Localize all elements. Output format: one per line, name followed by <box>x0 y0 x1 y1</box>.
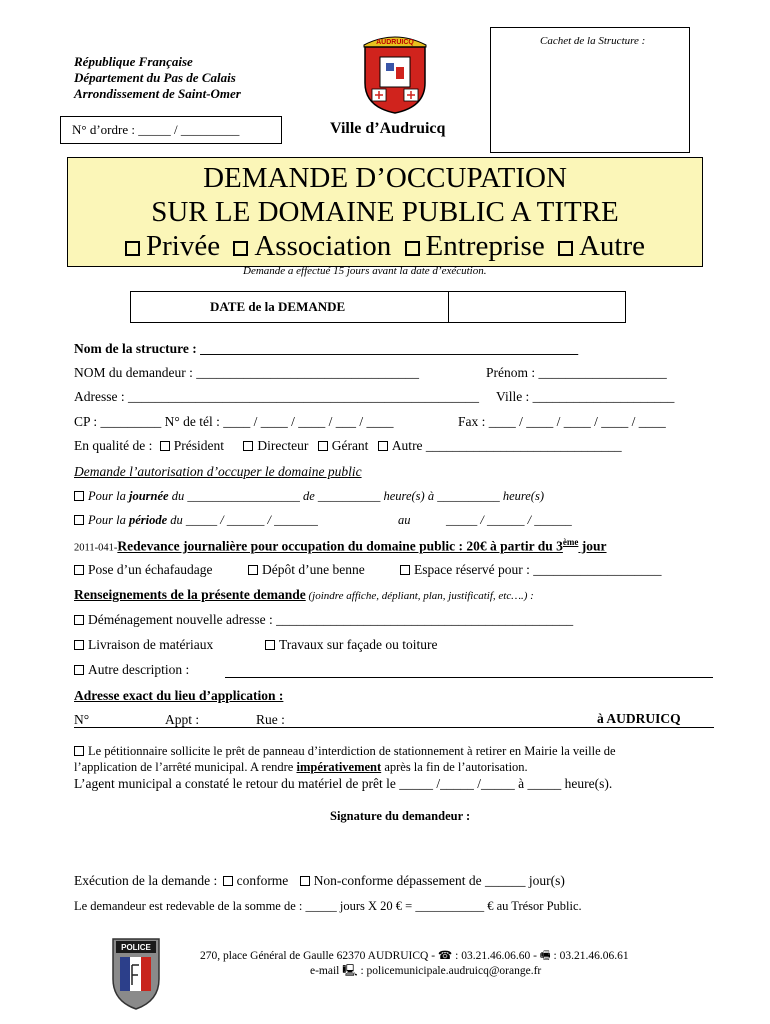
order-number-field[interactable]: N° d’ordre : _____ / _________ <box>72 122 240 137</box>
details-heading: Renseignements de la présente demande <box>74 587 306 602</box>
other-description-option[interactable] <box>74 662 189 678</box>
option-label: Dépôt d’une benne <box>262 562 365 577</box>
checkbox-icon <box>405 241 420 256</box>
petition-text-1: Le pétitionnaire sollicite le prêt de panneau d’interdiction de stationnement à retirer en Mairie la veille de <box>88 744 616 758</box>
type-option-label: Autre <box>578 230 645 262</box>
checkbox-icon <box>125 241 140 256</box>
delivery-label: Livraison de matériaux <box>88 637 214 652</box>
role-option-label: Gérant <box>331 438 369 453</box>
period-end-field[interactable]: _____ / ______ / ______ <box>446 513 572 527</box>
role-label: En qualité de : <box>74 438 153 453</box>
checkbox-icon <box>243 441 253 451</box>
postcode-phone-field[interactable]: CP : _________ N° de tél : ____ / ____ / ____ / ___ / ____ <box>74 414 394 429</box>
checkbox-icon <box>318 441 328 451</box>
option-reserved-space[interactable] <box>400 562 661 578</box>
delay-notice: Demande a effectué 15 jours avant la date d’exécution. <box>243 265 487 277</box>
type-option-label: Entreprise <box>425 230 545 262</box>
first-name-field[interactable]: Prénom : ___________________ <box>486 365 667 380</box>
type-option-privee[interactable] <box>125 230 220 262</box>
department-label: Département du Pas de Calais <box>74 70 236 85</box>
checkbox-icon <box>74 491 84 501</box>
delivery-option[interactable] <box>74 637 213 653</box>
applicant-name-field[interactable]: NOM du demandeur : _________________________________ <box>74 365 419 380</box>
location-appt-label: Appt : <box>165 712 200 727</box>
role-option-autre[interactable] <box>378 438 622 453</box>
petition-text-2: l’application de l’arrêté municipal. A rendre <box>74 760 297 774</box>
petition-emphasis: impérativement <box>296 760 382 774</box>
date-input[interactable] <box>450 292 624 321</box>
town-name: Ville d’Audruicq <box>330 120 446 137</box>
period-start: du _____ / ______ / _______ <box>167 513 318 527</box>
police-badge-logo <box>110 935 162 1011</box>
address-field[interactable]: Adresse : ____________________________________________________ <box>74 389 479 404</box>
checkbox-icon <box>400 565 410 575</box>
option-scaffold[interactable] <box>74 562 212 578</box>
execution-conforme[interactable] <box>223 873 289 888</box>
type-option-autre[interactable] <box>558 230 645 262</box>
town-crest-logo <box>360 33 430 115</box>
location-heading: Adresse exact du lieu d’application : <box>74 688 284 703</box>
execution-row <box>74 873 565 889</box>
fee-end: jour <box>578 538 607 554</box>
checkbox-icon <box>74 515 84 525</box>
execution-conforme-label: conforme <box>236 873 289 888</box>
facade-works-label: Travaux sur façade ou toiture <box>279 637 438 652</box>
city-field[interactable]: Ville : _____________________ <box>496 389 675 404</box>
structure-name-field[interactable]: Nom de la structure : ________________________________________________________ <box>74 341 579 356</box>
other-description-label: Autre description : <box>88 662 190 677</box>
role-row <box>74 438 622 454</box>
type-option-association[interactable] <box>233 230 391 262</box>
fee-code: 2011-041- <box>74 542 118 554</box>
day-word: journée <box>128 489 169 503</box>
type-option-entreprise[interactable] <box>405 230 545 262</box>
role-option-label: Autre _____________________________ <box>391 438 622 453</box>
fee-sup: ème <box>562 537 579 547</box>
police-badge-text: POLICE <box>121 943 151 952</box>
role-option-president[interactable] <box>160 438 224 453</box>
checkbox-icon <box>300 876 310 886</box>
title-type-options <box>67 230 703 263</box>
period-word: période <box>128 513 168 527</box>
execution-label: Exécution de la demande : <box>74 873 218 888</box>
cachet-label: Cachet de la Structure : <box>540 35 646 47</box>
signature-label: Signature du demandeur : <box>330 809 471 823</box>
checkbox-icon <box>74 565 84 575</box>
title-line-2: SUR LE DOMAINE PUBLIC A TITRE <box>151 196 619 228</box>
crest-name-text: AUDRUICQ <box>376 39 414 46</box>
amount-due-line[interactable]: Le demandeur est redevable de la somme de : _____ jours X 20 € = ___________ € au Trésor Public. <box>74 899 582 913</box>
authorization-heading: Demande l’autorisation d’occuper le domaine public <box>74 464 362 479</box>
moving-option[interactable] <box>74 612 573 628</box>
checkbox-icon <box>74 640 84 650</box>
checkbox-icon <box>265 640 275 650</box>
option-label: Espace réservé pour : ___________________ <box>414 562 662 577</box>
location-address-line[interactable] <box>74 727 714 728</box>
day-prefix: Pour la <box>88 489 129 503</box>
location-town: à AUDRUICQ <box>597 711 681 726</box>
petition-line-1[interactable] <box>74 744 616 759</box>
other-description-line[interactable] <box>225 677 713 678</box>
fee-text: Redevance journalière pour occupation du domaine public : 20€ à partir du 3 <box>117 538 563 554</box>
footer-address: 270, place Général de Gaulle 62370 AUDRUICQ - ☎ : 03.21.46.06.60 - 🖷 : 03.21.46.06.61 <box>200 950 629 962</box>
location-number-label: N° <box>74 712 90 727</box>
execution-non-conforme[interactable] <box>300 873 565 888</box>
fax-field[interactable]: Fax : ____ / ____ / ____ / ____ / ____ <box>458 414 666 429</box>
checkbox-icon <box>74 665 84 675</box>
petition-line-2 <box>74 760 528 775</box>
execution-non-conforme-label: Non-conforme dépassement de ______ jour(s) <box>313 873 565 888</box>
checkbox-icon <box>160 441 170 451</box>
type-option-label: Association <box>254 230 392 262</box>
moving-label: Déménagement nouvelle adresse : ____________________________________________ <box>88 612 574 627</box>
date-label: DATE de la DEMANDE <box>210 299 346 314</box>
checkbox-icon <box>558 241 573 256</box>
checkbox-icon <box>378 441 388 451</box>
checkbox-icon <box>74 615 84 625</box>
details-heading-row <box>74 587 534 603</box>
return-check-line[interactable]: L’agent municipal a constaté le retour du matériel de prêt le _____ /_____ /_____ à _____ heure(s). <box>74 776 613 791</box>
arrondissement-label: Arrondissement de Saint-Omer <box>74 86 241 101</box>
date-box-divider <box>448 291 449 322</box>
location-street-label: Rue : <box>256 712 285 727</box>
type-option-label: Privée <box>146 230 221 262</box>
checkbox-icon <box>74 746 84 756</box>
checkbox-icon <box>248 565 258 575</box>
facade-works-option[interactable] <box>265 637 437 653</box>
period-au-label: au <box>398 513 411 527</box>
checkbox-icon <box>223 876 233 886</box>
role-option-directeur[interactable] <box>243 438 308 453</box>
role-option-label: Président <box>173 438 224 453</box>
option-dumpster[interactable] <box>248 562 365 578</box>
period-request-row[interactable] <box>74 513 318 528</box>
petition-text-3: après la fin de l’autorisation. <box>381 760 528 774</box>
republic-label: République Française <box>74 54 193 69</box>
details-hint: (joindre affiche, dépliant, plan, justificatif, etc….) : <box>305 590 534 602</box>
day-request-row[interactable] <box>74 489 544 504</box>
period-prefix: Pour la <box>88 513 129 527</box>
title-line-1: DEMANDE D’OCCUPATION <box>203 162 567 194</box>
signature-area[interactable] <box>74 828 694 870</box>
role-option-gerant[interactable] <box>318 438 369 453</box>
option-label: Pose d’un échafaudage <box>88 562 213 577</box>
role-option-label: Directeur <box>257 438 309 453</box>
day-details: du __________________ de __________ heure(s) à __________ heure(s) <box>168 489 544 503</box>
footer-email: e-mail 🖳 : policemunicipale.audruicq@orange.fr <box>310 965 542 977</box>
fee-line <box>74 537 607 555</box>
checkbox-icon <box>233 241 248 256</box>
